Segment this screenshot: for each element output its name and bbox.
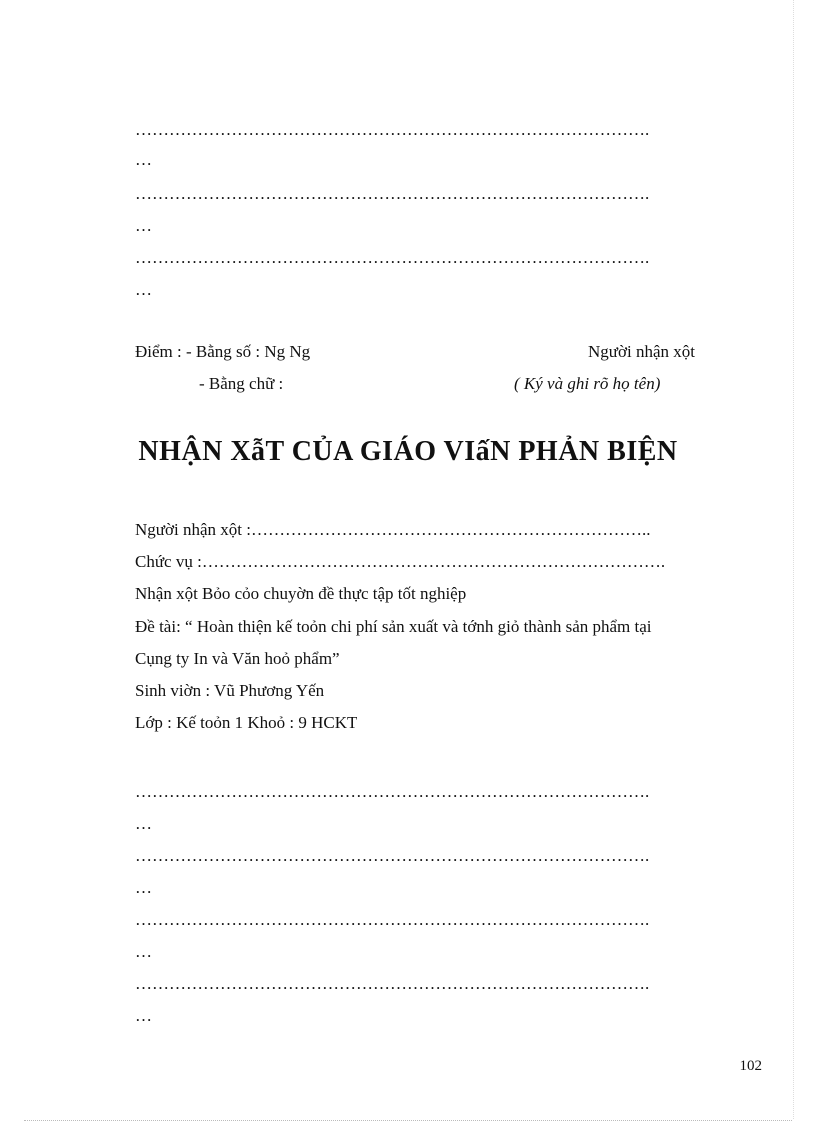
dotted-line: ……………………………………………………………………………….: [135, 910, 650, 929]
page-right-border: [793, 0, 794, 1119]
reviewer-name-line: Người nhận xột :……………………………………………………………..: [135, 520, 651, 539]
dotted-line: ……………………………………………………………………………….: [135, 782, 650, 801]
page-number: 102: [739, 1058, 762, 1074]
dotted-line: ……………………………………………………………………………….: [135, 120, 650, 139]
dotted-line: ……………………………………………………………………………….: [135, 974, 650, 993]
report-heading-line: Nhận xột Bỏo cỏo chuyờn đề thực tập tốt nghiệp: [135, 584, 467, 603]
dotted-line-continuation: …: [135, 878, 152, 897]
dotted-line-continuation: …: [135, 280, 152, 299]
topic-line: Đề tài: “ Hoàn thiện kế toỏn chi phí sản xuất và tớnh giỏ thành sản phẩm tại: [135, 617, 652, 636]
page-title: NHẬN XẫT CỦA GIÁO VIấN PHẢN BIỆN: [138, 436, 678, 467]
dotted-line-continuation: …: [135, 216, 152, 235]
signature-note: ( Ký và ghi rõ họ tên): [514, 374, 661, 393]
score-text-label: - Bằng chữ :: [199, 374, 284, 393]
dotted-line: ……………………………………………………………………………….: [135, 184, 650, 203]
dotted-line-continuation: …: [135, 1006, 152, 1025]
class-line: Lớp : Kế toỏn 1 Khoỏ : 9 HCKT: [135, 713, 358, 732]
page-bottom-border: [24, 1120, 792, 1121]
topic-line-continued: Cụng ty In và Văn hoỏ phẩm”: [135, 649, 340, 668]
dotted-line: ……………………………………………………………………………….: [135, 248, 650, 267]
reviewer-label: Người nhận xột: [588, 342, 695, 361]
dotted-line-continuation: …: [135, 942, 152, 961]
dotted-line: ……………………………………………………………………………….: [135, 846, 650, 865]
score-numeric-label: Điểm : - Bằng số : Ng Ng: [135, 342, 311, 361]
student-line: Sinh viờn : Vũ Phương Yến: [135, 681, 325, 700]
dotted-line-continuation: …: [135, 150, 152, 169]
dotted-line-continuation: …: [135, 814, 152, 833]
position-line: Chức vụ :……………………………………………………………………….: [135, 552, 666, 571]
